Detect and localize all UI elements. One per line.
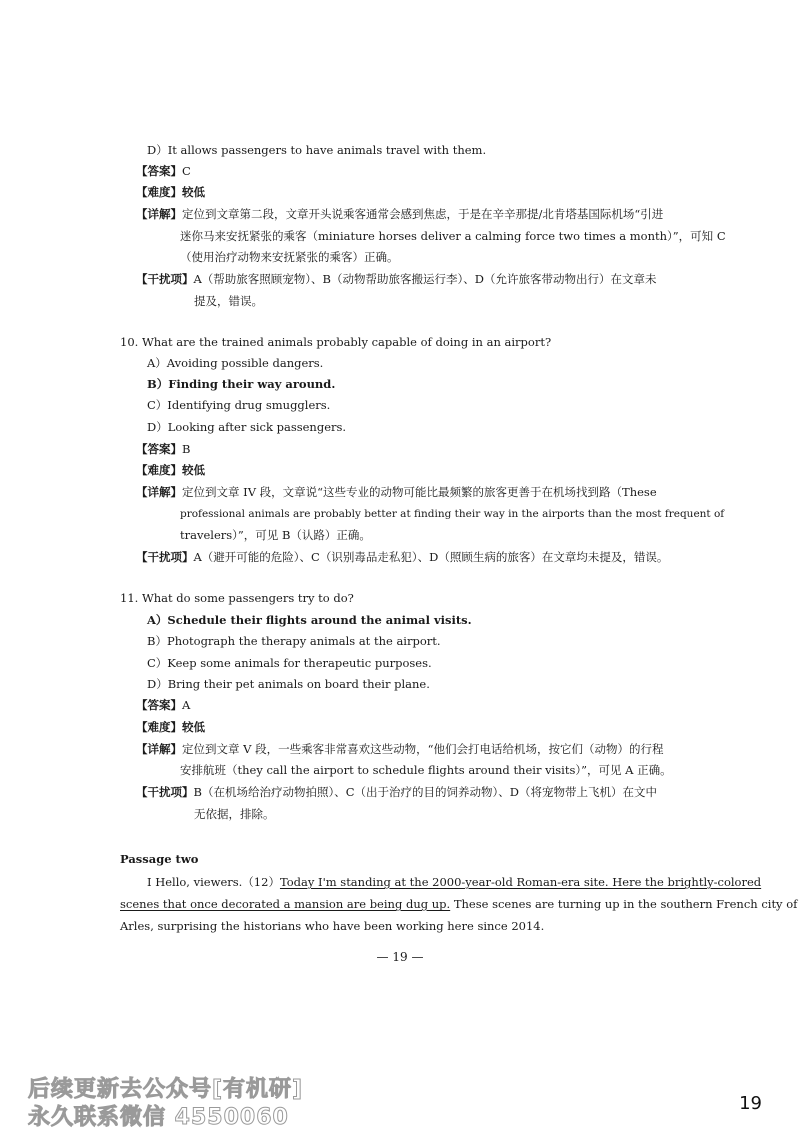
passage-line-1 xyxy=(147,874,761,890)
q11-difficulty xyxy=(136,719,205,735)
q10-option-a: A）Avoiding possible dangers. xyxy=(147,356,324,370)
corner-page-number: 19 xyxy=(739,1093,762,1114)
detail-tag: 【详解】 xyxy=(136,485,182,499)
q11-option-b: B）Photograph the therapy animals at the airport. xyxy=(147,634,441,648)
watermark-line-2: 永久联系微信 4550060 xyxy=(28,1105,289,1130)
detail-tag: 【详解】 xyxy=(136,742,182,756)
q9-distractor-line-2: 提及，错误。 xyxy=(194,294,263,308)
difficulty-value: 较低 xyxy=(182,463,205,477)
answer-tag: 【答案】 xyxy=(136,698,182,712)
q11-answer xyxy=(136,697,190,713)
distractor-tag: 【干扰项】 xyxy=(136,550,194,564)
distractor-tag: 【干扰项】 xyxy=(136,785,194,799)
difficulty-tag: 【难度】 xyxy=(136,720,182,734)
difficulty-tag: 【难度】 xyxy=(136,185,182,199)
answer-value: B xyxy=(182,442,191,456)
passage-title: Passage two xyxy=(120,852,199,866)
q9-difficulty xyxy=(136,184,205,200)
passage-intro: I Hello, viewers.（12） xyxy=(147,875,280,889)
q11-detail-line-2: 安排航班（they call the airport to schedule flights around their visits）”，可见 A 正确。 xyxy=(180,763,672,777)
q10-detail-line-1 xyxy=(136,484,657,500)
q10-option-b: B）Finding their way around. xyxy=(147,377,336,391)
difficulty-value: 较低 xyxy=(182,185,205,199)
distractor-text: A（帮助旅客照顾宠物）、B（动物帮助旅客搬运行李）、D（允许旅客带动物出行）在文章未 xyxy=(193,272,657,286)
passage-line-2 xyxy=(120,896,797,912)
distractor-text: A（避开可能的危险）、C（识别毒品走私犯）、D（照顾生病的旅客）在文章均未提及，错误。 xyxy=(193,550,669,564)
distractor-tag: 【干扰项】 xyxy=(136,272,194,286)
q11-option-a: A）Schedule their flights around the animal visits. xyxy=(147,613,472,627)
q11-distractor-line-1 xyxy=(136,784,657,800)
q10-difficulty xyxy=(136,462,205,478)
difficulty-value: 较低 xyxy=(182,720,205,734)
passage-text: These scenes are turning up in the southern French city of xyxy=(450,897,798,911)
distractor-text: B（在机场给治疗动物拍照）、C（出于治疗的目的饲养动物）、D（将宠物带上飞机）在文中 xyxy=(193,785,657,799)
q10-option-c: C）Identifying drug smugglers. xyxy=(147,398,331,412)
detail-text: 定位到文章 IV 段，文章说“这些专业的动物可能比最频繁的旅客更善于在机场找到路（These xyxy=(182,485,657,499)
q9-detail-line-1 xyxy=(136,206,663,222)
difficulty-tag: 【难度】 xyxy=(136,463,182,477)
q9-detail-line-3: （使用治疗动物来安抚紧张的乘客）正确。 xyxy=(180,250,399,264)
q9-answer xyxy=(136,163,191,179)
q10-option-d: D）Looking after sick passengers. xyxy=(147,420,347,434)
watermark xyxy=(28,1076,303,1132)
q9-detail-line-2: 迷你马来安抚紧张的乘客（miniature horses deliver a calming force two times a month）”，可知 C xyxy=(180,229,726,243)
passage-line-3: Arles, surprising the historians who have been working here since 2014. xyxy=(120,919,545,933)
q10-distractor-line-1 xyxy=(136,549,668,565)
passage-underlined-text: Today I'm standing at the 2000-year-old Roman-era site. Here the brightly-colored xyxy=(279,875,762,889)
page-number: — 19 — xyxy=(376,950,424,964)
q10-question: 10. What are the trained animals probably capable of doing in an airport? xyxy=(120,335,552,349)
detail-text: 定位到文章第二段，文章开头说乘客通常会感到焦虑，于是在辛辛那提/北肯塔基国际机场“引进 xyxy=(182,207,664,221)
q11-distractor-line-2: 无依据，排除。 xyxy=(194,807,275,821)
q11-detail-line-1 xyxy=(136,741,664,757)
answer-tag: 【答案】 xyxy=(136,442,182,456)
q10-detail-line-3: travelers）”，可见 B（认路）正确。 xyxy=(180,528,371,542)
answer-tag: 【答案】 xyxy=(136,164,182,178)
q9-distractor-line-1 xyxy=(136,271,656,287)
watermark-line-1: 后续更新去公众号[有机研] xyxy=(28,1077,304,1102)
q11-question: 11. What do some passengers try to do? xyxy=(120,591,354,605)
q10-detail-line-2: professional animals are probably better at finding their way in the airports than the most frequent of xyxy=(180,508,725,520)
q11-option-c: C）Keep some animals for therapeutic purposes. xyxy=(147,656,432,670)
passage-underlined-text: scenes that once decorated a mansion are being dug up. xyxy=(120,897,451,911)
q10-answer xyxy=(136,441,190,457)
detail-tag: 【详解】 xyxy=(136,207,182,221)
answer-value: C xyxy=(182,164,191,178)
answer-value: A xyxy=(182,698,191,712)
q11-option-d: D）Bring their pet animals on board their plane. xyxy=(147,677,430,691)
detail-text: 定位到文章 V 段，一些乘客非常喜欢这些动物，“他们会打电话给机场，按它们（动物）的行程 xyxy=(182,742,664,756)
q9-option-d: D）It allows passengers to have animals travel with them. xyxy=(147,143,487,157)
